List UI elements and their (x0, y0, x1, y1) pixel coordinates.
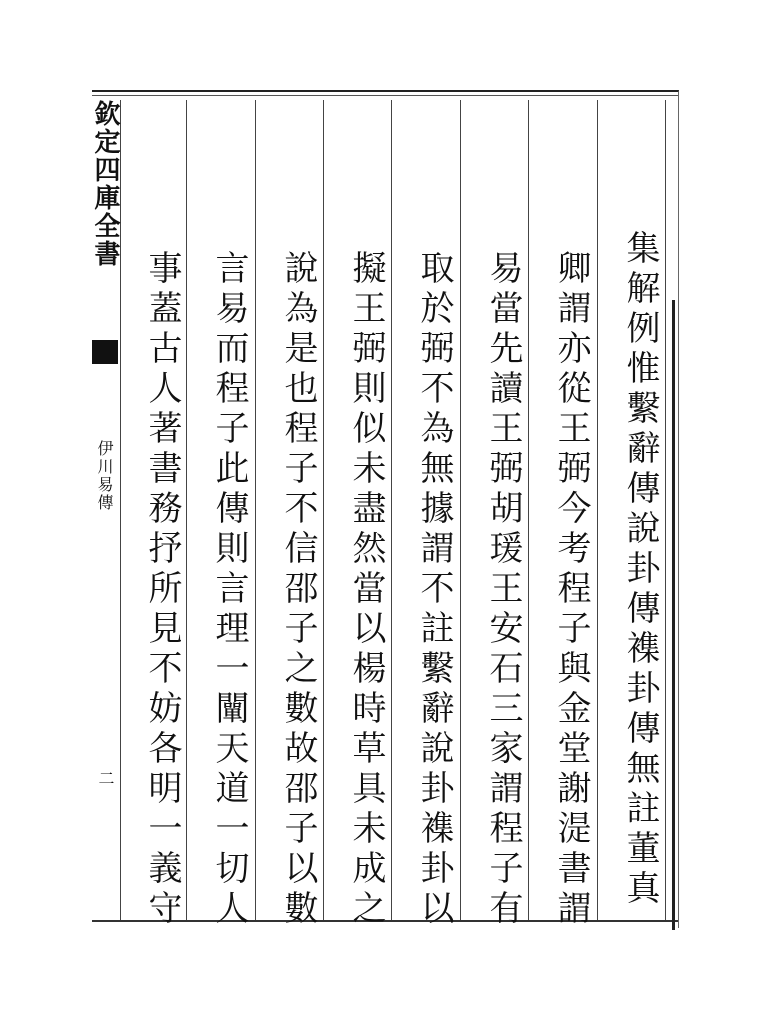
column-separator (391, 100, 392, 920)
text-column-4: 取於弼不為無據謂不註繫辭說卦襍卦以 (414, 250, 454, 930)
top-rule (92, 95, 678, 96)
margin-page-number: 二 (96, 770, 115, 786)
column-separator (186, 100, 187, 920)
margin-subtitle: 伊川易傳 (95, 440, 114, 512)
column-separator (323, 100, 324, 920)
text-column-2: 卿謂亦從王弼今考程子與金堂謝湜書謂 (551, 250, 591, 930)
text-column-3: 易當先讀王弼胡瑗王安石三家謂程子有 (483, 250, 523, 930)
text-column-6: 說為是也程子不信邵子之數故邵子以數 (278, 250, 318, 930)
column-separator (120, 100, 121, 920)
column-separator (255, 100, 256, 920)
text-column-7: 言易而程子此傳則言理一闡天道一切人 (209, 250, 249, 930)
column-separator (528, 100, 529, 920)
text-column-5: 擬王弼則似未盡然當以楊時草具未成之 (346, 250, 386, 930)
column-separator (597, 100, 598, 920)
text-column-1: 集解例惟繫辭傳說卦傳襍卦傳無註董真 (620, 230, 660, 910)
fish-tail-mark (92, 340, 118, 364)
margin-title: 欽定四庫全書 (90, 100, 120, 268)
right-border-rule (672, 300, 675, 930)
text-column-8: 事蓋古人著書務抒所見不妨各明一義守 (142, 250, 182, 930)
column-separator (665, 100, 666, 920)
column-separator (460, 100, 461, 920)
